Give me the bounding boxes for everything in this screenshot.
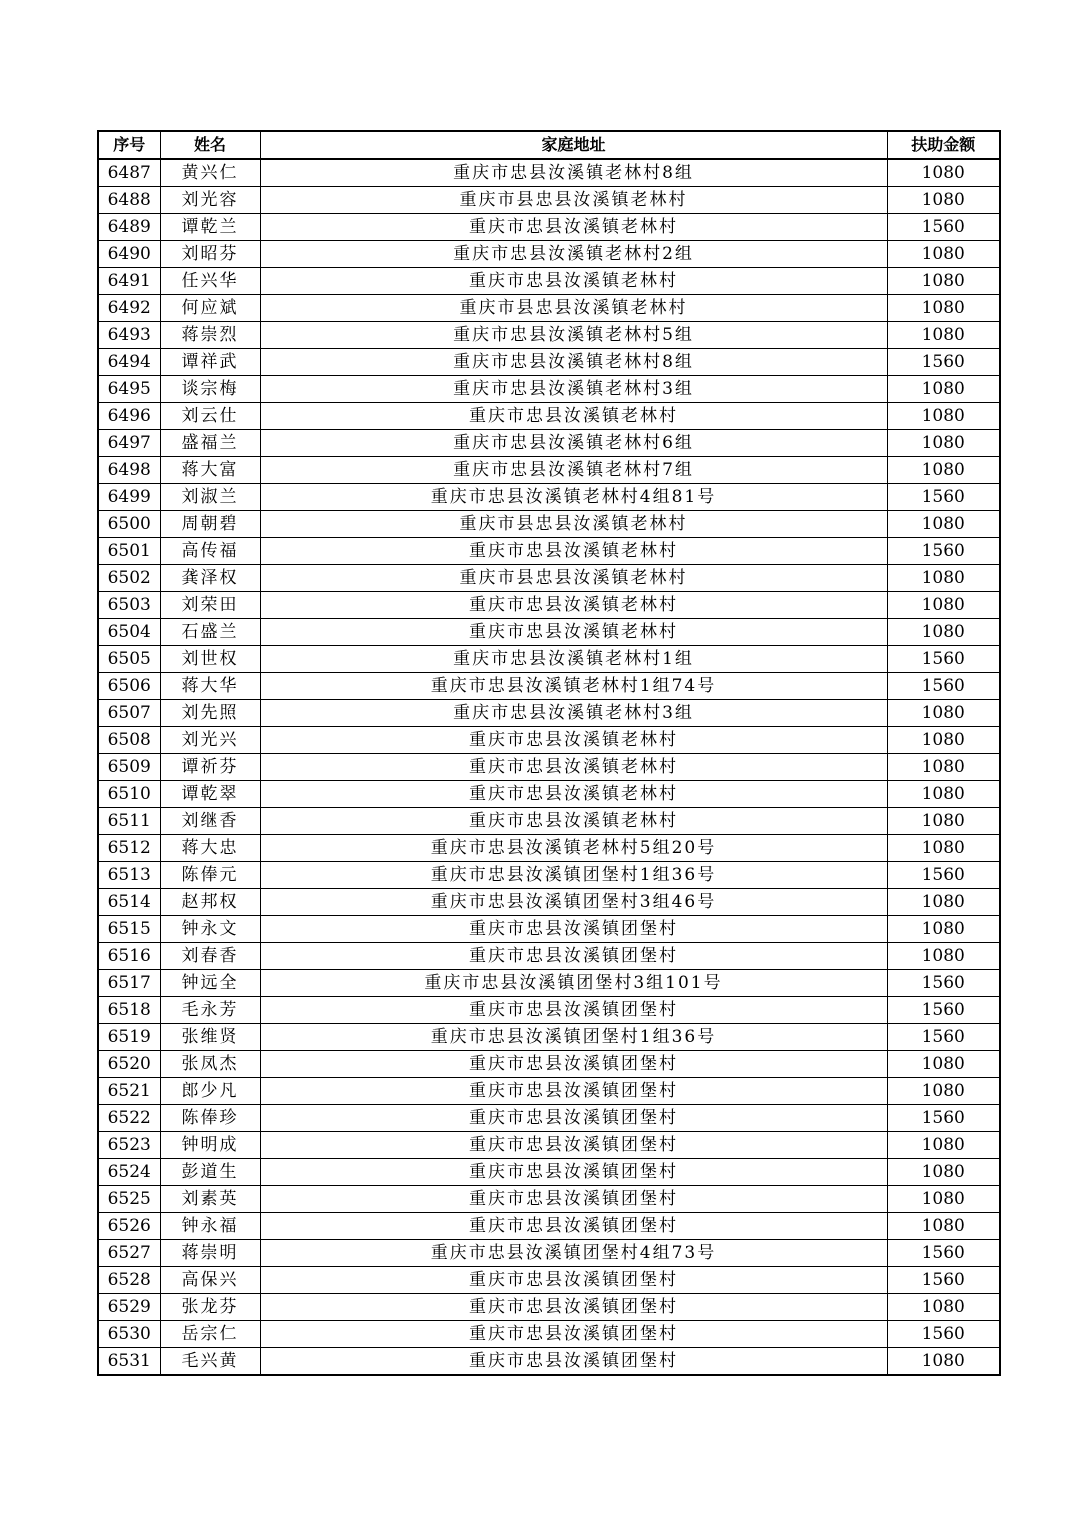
serial-number-cell: 6504 bbox=[98, 619, 160, 646]
address-cell: 重庆市县忠县汝溪镇老林村 bbox=[260, 187, 887, 214]
serial-number-cell: 6524 bbox=[98, 1159, 160, 1186]
amount-cell: 1560 bbox=[887, 997, 1000, 1024]
table-row bbox=[98, 1051, 1000, 1078]
address-cell: 重庆市忠县汝溪镇老林村5组20号 bbox=[260, 835, 887, 862]
name-cell: 周朝碧 bbox=[160, 511, 260, 538]
amount-cell: 1080 bbox=[887, 241, 1000, 268]
table-row bbox=[98, 646, 1000, 673]
name-cell: 黄兴仁 bbox=[160, 159, 260, 187]
name-cell: 彭道生 bbox=[160, 1159, 260, 1186]
serial-number-cell: 6509 bbox=[98, 754, 160, 781]
table-row bbox=[98, 376, 1000, 403]
serial-number-cell: 6510 bbox=[98, 781, 160, 808]
address-cell: 重庆市忠县汝溪镇团堡村 bbox=[260, 1213, 887, 1240]
table-row bbox=[98, 970, 1000, 997]
amount-cell: 1560 bbox=[887, 349, 1000, 376]
serial-number-cell: 6506 bbox=[98, 673, 160, 700]
name-cell: 陈俸元 bbox=[160, 862, 260, 889]
name-cell: 张维贤 bbox=[160, 1024, 260, 1051]
table-row bbox=[98, 781, 1000, 808]
serial-number-cell: 6495 bbox=[98, 376, 160, 403]
address-cell: 重庆市忠县汝溪镇团堡村 bbox=[260, 1294, 887, 1321]
table-row bbox=[98, 997, 1000, 1024]
serial-number-cell: 6516 bbox=[98, 943, 160, 970]
name-cell: 谭祈芬 bbox=[160, 754, 260, 781]
name-cell: 蒋大忠 bbox=[160, 835, 260, 862]
name-cell: 刘春香 bbox=[160, 943, 260, 970]
amount-cell: 1560 bbox=[887, 1024, 1000, 1051]
amount-cell: 1080 bbox=[887, 754, 1000, 781]
header-serial-number: 序号 bbox=[98, 131, 160, 159]
address-cell: 重庆市县忠县汝溪镇老林村 bbox=[260, 511, 887, 538]
name-cell: 刘光容 bbox=[160, 187, 260, 214]
table-row bbox=[98, 808, 1000, 835]
header-subsidy-amount: 扶助金额 bbox=[887, 131, 1000, 159]
name-cell: 蒋崇烈 bbox=[160, 322, 260, 349]
serial-number-cell: 6508 bbox=[98, 727, 160, 754]
name-cell: 钟永文 bbox=[160, 916, 260, 943]
header-name: 姓名 bbox=[160, 131, 260, 159]
amount-cell: 1080 bbox=[887, 1078, 1000, 1105]
address-cell: 重庆市忠县汝溪镇老林村3组 bbox=[260, 376, 887, 403]
amount-cell: 1080 bbox=[887, 295, 1000, 322]
name-cell: 张凤杰 bbox=[160, 1051, 260, 1078]
amount-cell: 1560 bbox=[887, 673, 1000, 700]
name-cell: 刘素英 bbox=[160, 1186, 260, 1213]
name-cell: 钟远全 bbox=[160, 970, 260, 997]
name-cell: 岳宗仁 bbox=[160, 1321, 260, 1348]
address-cell: 重庆市忠县汝溪镇团堡村 bbox=[260, 1132, 887, 1159]
address-cell: 重庆市忠县汝溪镇老林村 bbox=[260, 538, 887, 565]
name-cell: 石盛兰 bbox=[160, 619, 260, 646]
amount-cell: 1080 bbox=[887, 376, 1000, 403]
address-cell: 重庆市忠县汝溪镇老林村5组 bbox=[260, 322, 887, 349]
table-body bbox=[98, 159, 1000, 1375]
name-cell: 谭乾兰 bbox=[160, 214, 260, 241]
serial-number-cell: 6511 bbox=[98, 808, 160, 835]
serial-number-cell: 6494 bbox=[98, 349, 160, 376]
serial-number-cell: 6523 bbox=[98, 1132, 160, 1159]
table-row bbox=[98, 187, 1000, 214]
address-cell: 重庆市忠县汝溪镇老林村 bbox=[260, 403, 887, 430]
serial-number-cell: 6513 bbox=[98, 862, 160, 889]
amount-cell: 1560 bbox=[887, 1240, 1000, 1267]
address-cell: 重庆市县忠县汝溪镇老林村 bbox=[260, 295, 887, 322]
address-cell: 重庆市忠县汝溪镇团堡村4组73号 bbox=[260, 1240, 887, 1267]
amount-cell: 1080 bbox=[887, 1159, 1000, 1186]
name-cell: 刘继香 bbox=[160, 808, 260, 835]
header-row bbox=[98, 131, 1000, 159]
name-cell: 龚泽权 bbox=[160, 565, 260, 592]
amount-cell: 1080 bbox=[887, 565, 1000, 592]
table-row bbox=[98, 835, 1000, 862]
serial-number-cell: 6517 bbox=[98, 970, 160, 997]
table-row bbox=[98, 565, 1000, 592]
address-cell: 重庆市忠县汝溪镇老林村1组74号 bbox=[260, 673, 887, 700]
table-row bbox=[98, 511, 1000, 538]
name-cell: 何应斌 bbox=[160, 295, 260, 322]
address-cell: 重庆市忠县汝溪镇老林村3组 bbox=[260, 700, 887, 727]
address-cell: 重庆市忠县汝溪镇老林村6组 bbox=[260, 430, 887, 457]
name-cell: 张龙芬 bbox=[160, 1294, 260, 1321]
name-cell: 刘云仕 bbox=[160, 403, 260, 430]
address-cell: 重庆市忠县汝溪镇老林村 bbox=[260, 619, 887, 646]
address-cell: 重庆市忠县汝溪镇团堡村 bbox=[260, 1051, 887, 1078]
address-cell: 重庆市忠县汝溪镇团堡村 bbox=[260, 1105, 887, 1132]
table-row bbox=[98, 1186, 1000, 1213]
address-cell: 重庆市忠县汝溪镇团堡村 bbox=[260, 1267, 887, 1294]
table-row bbox=[98, 592, 1000, 619]
amount-cell: 1080 bbox=[887, 1132, 1000, 1159]
name-cell: 蒋大华 bbox=[160, 673, 260, 700]
name-cell: 钟永福 bbox=[160, 1213, 260, 1240]
serial-number-cell: 6520 bbox=[98, 1051, 160, 1078]
serial-number-cell: 6500 bbox=[98, 511, 160, 538]
amount-cell: 1080 bbox=[887, 430, 1000, 457]
table-row bbox=[98, 484, 1000, 511]
amount-cell: 1080 bbox=[887, 511, 1000, 538]
table-row bbox=[98, 1294, 1000, 1321]
serial-number-cell: 6505 bbox=[98, 646, 160, 673]
amount-cell: 1560 bbox=[887, 1321, 1000, 1348]
amount-cell: 1080 bbox=[887, 943, 1000, 970]
address-cell: 重庆市忠县汝溪镇老林村1组 bbox=[260, 646, 887, 673]
table-row bbox=[98, 916, 1000, 943]
amount-cell: 1560 bbox=[887, 970, 1000, 997]
header-home-address: 家庭地址 bbox=[260, 131, 887, 159]
table-row bbox=[98, 1105, 1000, 1132]
name-cell: 蒋崇明 bbox=[160, 1240, 260, 1267]
name-cell: 刘淑兰 bbox=[160, 484, 260, 511]
address-cell: 重庆市忠县汝溪镇老林村8组 bbox=[260, 159, 887, 187]
amount-cell: 1080 bbox=[887, 916, 1000, 943]
amount-cell: 1080 bbox=[887, 1348, 1000, 1376]
serial-number-cell: 6530 bbox=[98, 1321, 160, 1348]
amount-cell: 1080 bbox=[887, 592, 1000, 619]
name-cell: 谈宗梅 bbox=[160, 376, 260, 403]
name-cell: 谭祥武 bbox=[160, 349, 260, 376]
amount-cell: 1560 bbox=[887, 538, 1000, 565]
serial-number-cell: 6512 bbox=[98, 835, 160, 862]
serial-number-cell: 6487 bbox=[98, 159, 160, 187]
table-row bbox=[98, 457, 1000, 484]
address-cell: 重庆市忠县汝溪镇团堡村3组101号 bbox=[260, 970, 887, 997]
name-cell: 刘荣田 bbox=[160, 592, 260, 619]
amount-cell: 1080 bbox=[887, 1186, 1000, 1213]
table-row bbox=[98, 1348, 1000, 1376]
address-cell: 重庆市忠县汝溪镇老林村 bbox=[260, 592, 887, 619]
table-row bbox=[98, 862, 1000, 889]
amount-cell: 1560 bbox=[887, 862, 1000, 889]
table-row bbox=[98, 403, 1000, 430]
name-cell: 赵邦权 bbox=[160, 889, 260, 916]
table-row bbox=[98, 1159, 1000, 1186]
name-cell: 刘昭芬 bbox=[160, 241, 260, 268]
table-row bbox=[98, 1132, 1000, 1159]
address-cell: 重庆市忠县汝溪镇老林村4组81号 bbox=[260, 484, 887, 511]
address-cell: 重庆市忠县汝溪镇团堡村 bbox=[260, 997, 887, 1024]
address-cell: 重庆市忠县汝溪镇团堡村 bbox=[260, 1321, 887, 1348]
serial-number-cell: 6518 bbox=[98, 997, 160, 1024]
name-cell: 刘先照 bbox=[160, 700, 260, 727]
name-cell: 毛永芳 bbox=[160, 997, 260, 1024]
table-header bbox=[98, 131, 1000, 159]
table-row bbox=[98, 430, 1000, 457]
serial-number-cell: 6493 bbox=[98, 322, 160, 349]
table-row bbox=[98, 159, 1000, 187]
table-row bbox=[98, 295, 1000, 322]
serial-number-cell: 6489 bbox=[98, 214, 160, 241]
name-cell: 郎少凡 bbox=[160, 1078, 260, 1105]
amount-cell: 1560 bbox=[887, 1105, 1000, 1132]
amount-cell: 1080 bbox=[887, 835, 1000, 862]
name-cell: 蒋大富 bbox=[160, 457, 260, 484]
serial-number-cell: 6497 bbox=[98, 430, 160, 457]
address-cell: 重庆市忠县汝溪镇老林村 bbox=[260, 781, 887, 808]
address-cell: 重庆市忠县汝溪镇老林村 bbox=[260, 727, 887, 754]
table-row bbox=[98, 673, 1000, 700]
amount-cell: 1080 bbox=[887, 1051, 1000, 1078]
address-cell: 重庆市忠县汝溪镇老林村 bbox=[260, 754, 887, 781]
serial-number-cell: 6496 bbox=[98, 403, 160, 430]
serial-number-cell: 6502 bbox=[98, 565, 160, 592]
subsidy-table bbox=[97, 130, 1001, 1376]
name-cell: 盛福兰 bbox=[160, 430, 260, 457]
amount-cell: 1080 bbox=[887, 889, 1000, 916]
amount-cell: 1560 bbox=[887, 646, 1000, 673]
serial-number-cell: 6501 bbox=[98, 538, 160, 565]
amount-cell: 1080 bbox=[887, 619, 1000, 646]
address-cell: 重庆市忠县汝溪镇老林村7组 bbox=[260, 457, 887, 484]
address-cell: 重庆市忠县汝溪镇老林村8组 bbox=[260, 349, 887, 376]
name-cell: 任兴华 bbox=[160, 268, 260, 295]
address-cell: 重庆市忠县汝溪镇团堡村 bbox=[260, 943, 887, 970]
amount-cell: 1080 bbox=[887, 187, 1000, 214]
serial-number-cell: 6525 bbox=[98, 1186, 160, 1213]
address-cell: 重庆市忠县汝溪镇老林村 bbox=[260, 808, 887, 835]
table-row bbox=[98, 1267, 1000, 1294]
amount-cell: 1560 bbox=[887, 484, 1000, 511]
amount-cell: 1080 bbox=[887, 808, 1000, 835]
serial-number-cell: 6528 bbox=[98, 1267, 160, 1294]
amount-cell: 1080 bbox=[887, 403, 1000, 430]
amount-cell: 1080 bbox=[887, 781, 1000, 808]
amount-cell: 1080 bbox=[887, 322, 1000, 349]
table-row bbox=[98, 241, 1000, 268]
address-cell: 重庆市忠县汝溪镇团堡村 bbox=[260, 1348, 887, 1376]
table-row bbox=[98, 538, 1000, 565]
name-cell: 钟明成 bbox=[160, 1132, 260, 1159]
amount-cell: 1080 bbox=[887, 1294, 1000, 1321]
name-cell: 高保兴 bbox=[160, 1267, 260, 1294]
table-row bbox=[98, 349, 1000, 376]
amount-cell: 1560 bbox=[887, 1267, 1000, 1294]
amount-cell: 1560 bbox=[887, 214, 1000, 241]
name-cell: 谭乾翠 bbox=[160, 781, 260, 808]
serial-number-cell: 6498 bbox=[98, 457, 160, 484]
address-cell: 重庆市忠县汝溪镇团堡村 bbox=[260, 1078, 887, 1105]
address-cell: 重庆市县忠县汝溪镇老林村 bbox=[260, 565, 887, 592]
address-cell: 重庆市忠县汝溪镇团堡村 bbox=[260, 1186, 887, 1213]
serial-number-cell: 6515 bbox=[98, 916, 160, 943]
serial-number-cell: 6507 bbox=[98, 700, 160, 727]
amount-cell: 1080 bbox=[887, 457, 1000, 484]
name-cell: 毛兴黄 bbox=[160, 1348, 260, 1376]
address-cell: 重庆市忠县汝溪镇团堡村1组36号 bbox=[260, 1024, 887, 1051]
table-row bbox=[98, 754, 1000, 781]
serial-number-cell: 6492 bbox=[98, 295, 160, 322]
amount-cell: 1080 bbox=[887, 268, 1000, 295]
address-cell: 重庆市忠县汝溪镇团堡村 bbox=[260, 916, 887, 943]
serial-number-cell: 6503 bbox=[98, 592, 160, 619]
name-cell: 陈俸珍 bbox=[160, 1105, 260, 1132]
serial-number-cell: 6514 bbox=[98, 889, 160, 916]
name-cell: 高传福 bbox=[160, 538, 260, 565]
serial-number-cell: 6488 bbox=[98, 187, 160, 214]
serial-number-cell: 6531 bbox=[98, 1348, 160, 1376]
table-row bbox=[98, 619, 1000, 646]
serial-number-cell: 6527 bbox=[98, 1240, 160, 1267]
amount-cell: 1080 bbox=[887, 159, 1000, 187]
serial-number-cell: 6490 bbox=[98, 241, 160, 268]
name-cell: 刘光兴 bbox=[160, 727, 260, 754]
table-row bbox=[98, 268, 1000, 295]
table-row bbox=[98, 1321, 1000, 1348]
serial-number-cell: 6529 bbox=[98, 1294, 160, 1321]
name-cell: 刘世权 bbox=[160, 646, 260, 673]
table-row bbox=[98, 943, 1000, 970]
address-cell: 重庆市忠县汝溪镇老林村 bbox=[260, 214, 887, 241]
address-cell: 重庆市忠县汝溪镇团堡村1组36号 bbox=[260, 862, 887, 889]
table-row bbox=[98, 322, 1000, 349]
table-row bbox=[98, 1078, 1000, 1105]
address-cell: 重庆市忠县汝溪镇老林村2组 bbox=[260, 241, 887, 268]
table-row bbox=[98, 727, 1000, 754]
serial-number-cell: 6526 bbox=[98, 1213, 160, 1240]
serial-number-cell: 6522 bbox=[98, 1105, 160, 1132]
amount-cell: 1080 bbox=[887, 700, 1000, 727]
table-row bbox=[98, 889, 1000, 916]
amount-cell: 1080 bbox=[887, 1213, 1000, 1240]
table-row bbox=[98, 1240, 1000, 1267]
address-cell: 重庆市忠县汝溪镇团堡村3组46号 bbox=[260, 889, 887, 916]
table-row bbox=[98, 214, 1000, 241]
serial-number-cell: 6521 bbox=[98, 1078, 160, 1105]
address-cell: 重庆市忠县汝溪镇团堡村 bbox=[260, 1159, 887, 1186]
table-row bbox=[98, 1213, 1000, 1240]
address-cell: 重庆市忠县汝溪镇老林村 bbox=[260, 268, 887, 295]
table-row bbox=[98, 700, 1000, 727]
amount-cell: 1080 bbox=[887, 727, 1000, 754]
serial-number-cell: 6519 bbox=[98, 1024, 160, 1051]
serial-number-cell: 6499 bbox=[98, 484, 160, 511]
table-row bbox=[98, 1024, 1000, 1051]
serial-number-cell: 6491 bbox=[98, 268, 160, 295]
